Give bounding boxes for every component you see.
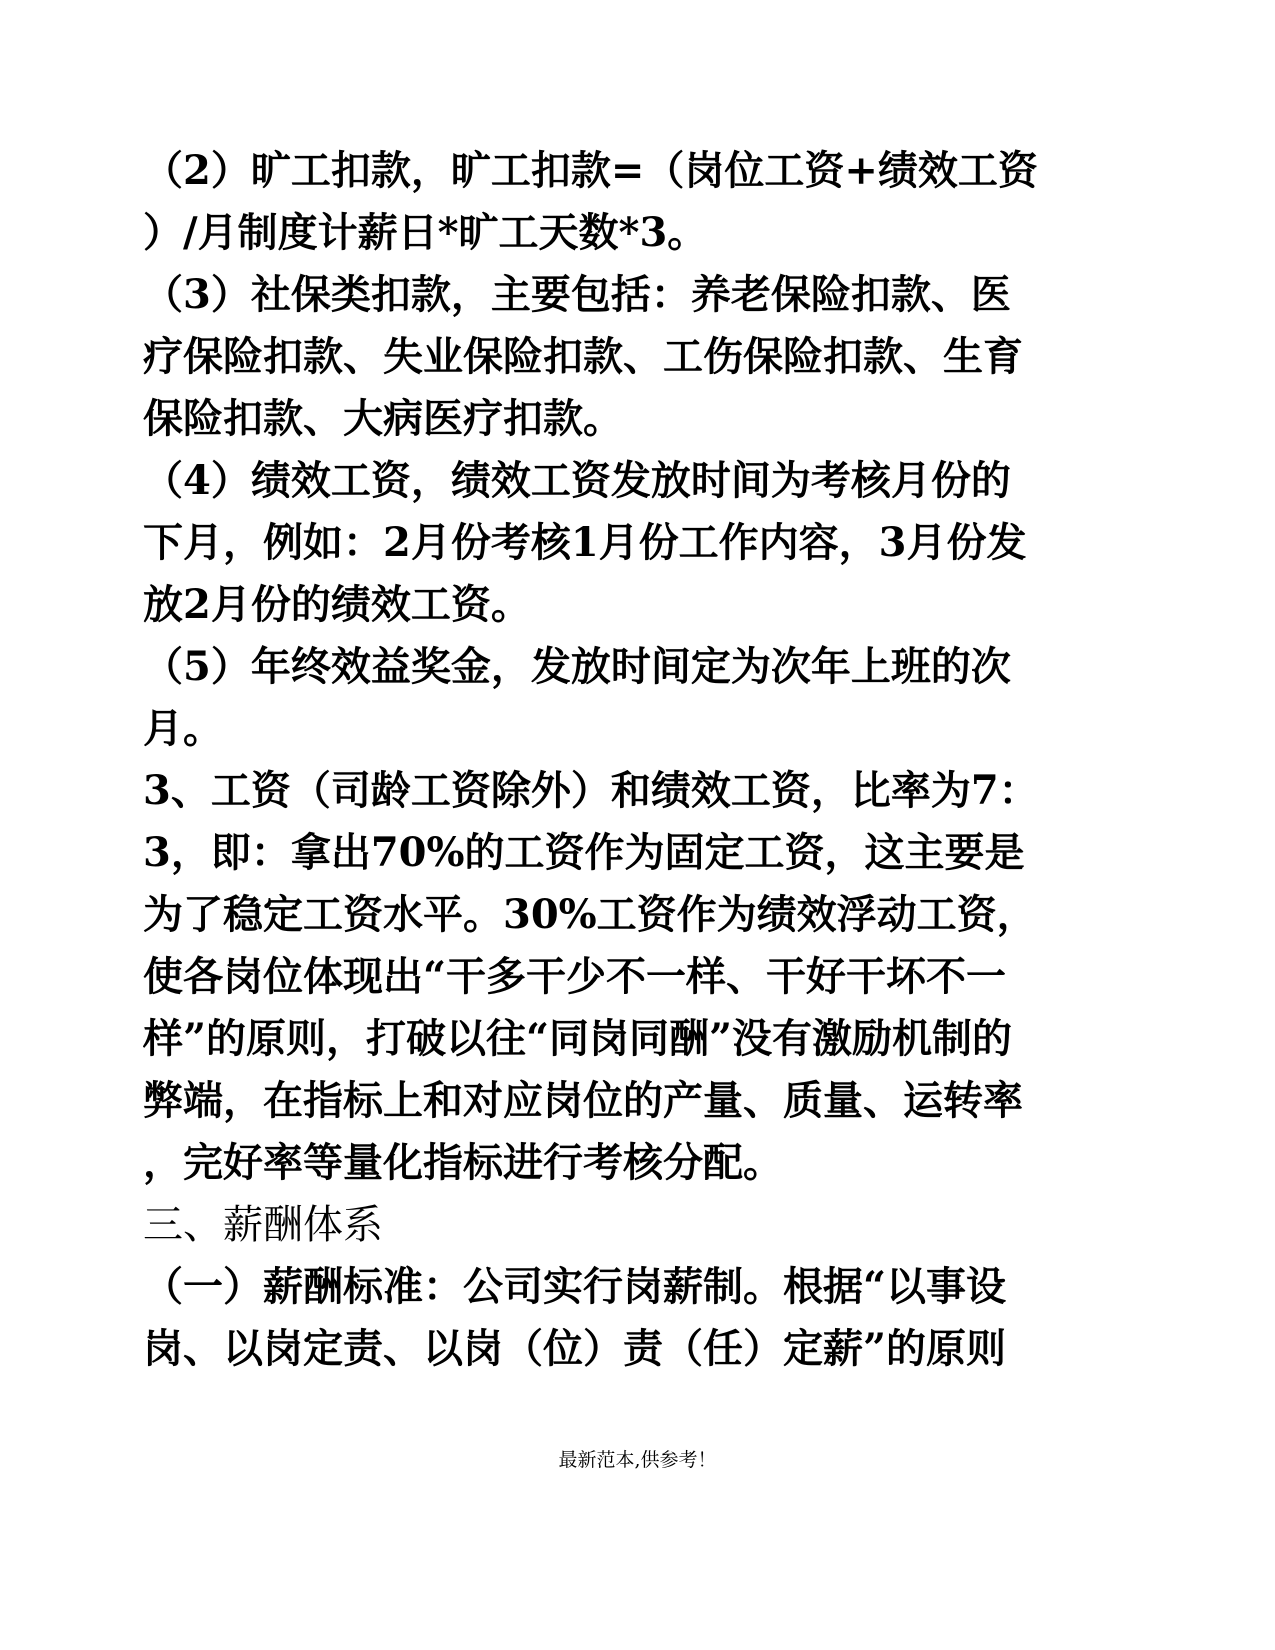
text-line: （4）绩效工资，绩效工资发放时间为考核月份的 xyxy=(143,457,1011,504)
text-line: 月。 xyxy=(143,705,223,752)
text-line: （5）年终效益奖金，发放时间定为次年上班的次 xyxy=(143,643,1011,690)
text-line: （一）薪酬标准：公司实行岗薪制。根据“以事设 xyxy=(143,1263,1007,1310)
text-line: 放2月份的绩效工资。 xyxy=(143,581,531,628)
text-line: 保险扣款、大病医疗扣款。 xyxy=(143,395,623,442)
document-body xyxy=(143,140,1103,1380)
text-line: （3）社保类扣款，主要包括：养老保险扣款、医 xyxy=(143,271,1011,318)
section-heading: 三、薪酬体系 xyxy=(143,1202,383,1248)
text-line: ，完好率等量化指标进行考核分配。 xyxy=(143,1139,783,1186)
text-line: 下月，例如：2月份考核1月份工作内容，3月份发 xyxy=(143,519,1027,566)
text-line: ）/月制度计薪日*旷工天数*3。 xyxy=(143,209,708,256)
text-line: 弊端，在指标上和对应岗位的产量、质量、运转率 xyxy=(143,1077,1023,1124)
text-line: 3，即：拿出70%的工资作为固定工资，这主要是 xyxy=(143,829,1025,876)
page-footer: 最新范本,供参考！ xyxy=(558,1449,717,1471)
text-line: 3、工资（司龄工资除外）和绩效工资，比率为7： xyxy=(143,767,1039,814)
text-line: 使各岗位体现出“干多干少不一样、干好干坏不一 xyxy=(143,953,1007,1000)
text-line: （2）旷工扣款，旷工扣款=（岗位工资+绩效工资 xyxy=(143,147,1038,194)
text-line: 样”的原则，打破以往“同岗同酬”没有激励机制的 xyxy=(143,1015,1013,1062)
text-line: 岗、以岗定责、以岗（位）责（任）定薪”的原则 xyxy=(143,1325,1007,1372)
text-line: 疗保险扣款、失业保险扣款、工伤保险扣款、生育 xyxy=(143,333,1023,380)
text-line: 为了稳定工资水平。30%工资作为绩效浮动工资， xyxy=(143,891,1037,938)
